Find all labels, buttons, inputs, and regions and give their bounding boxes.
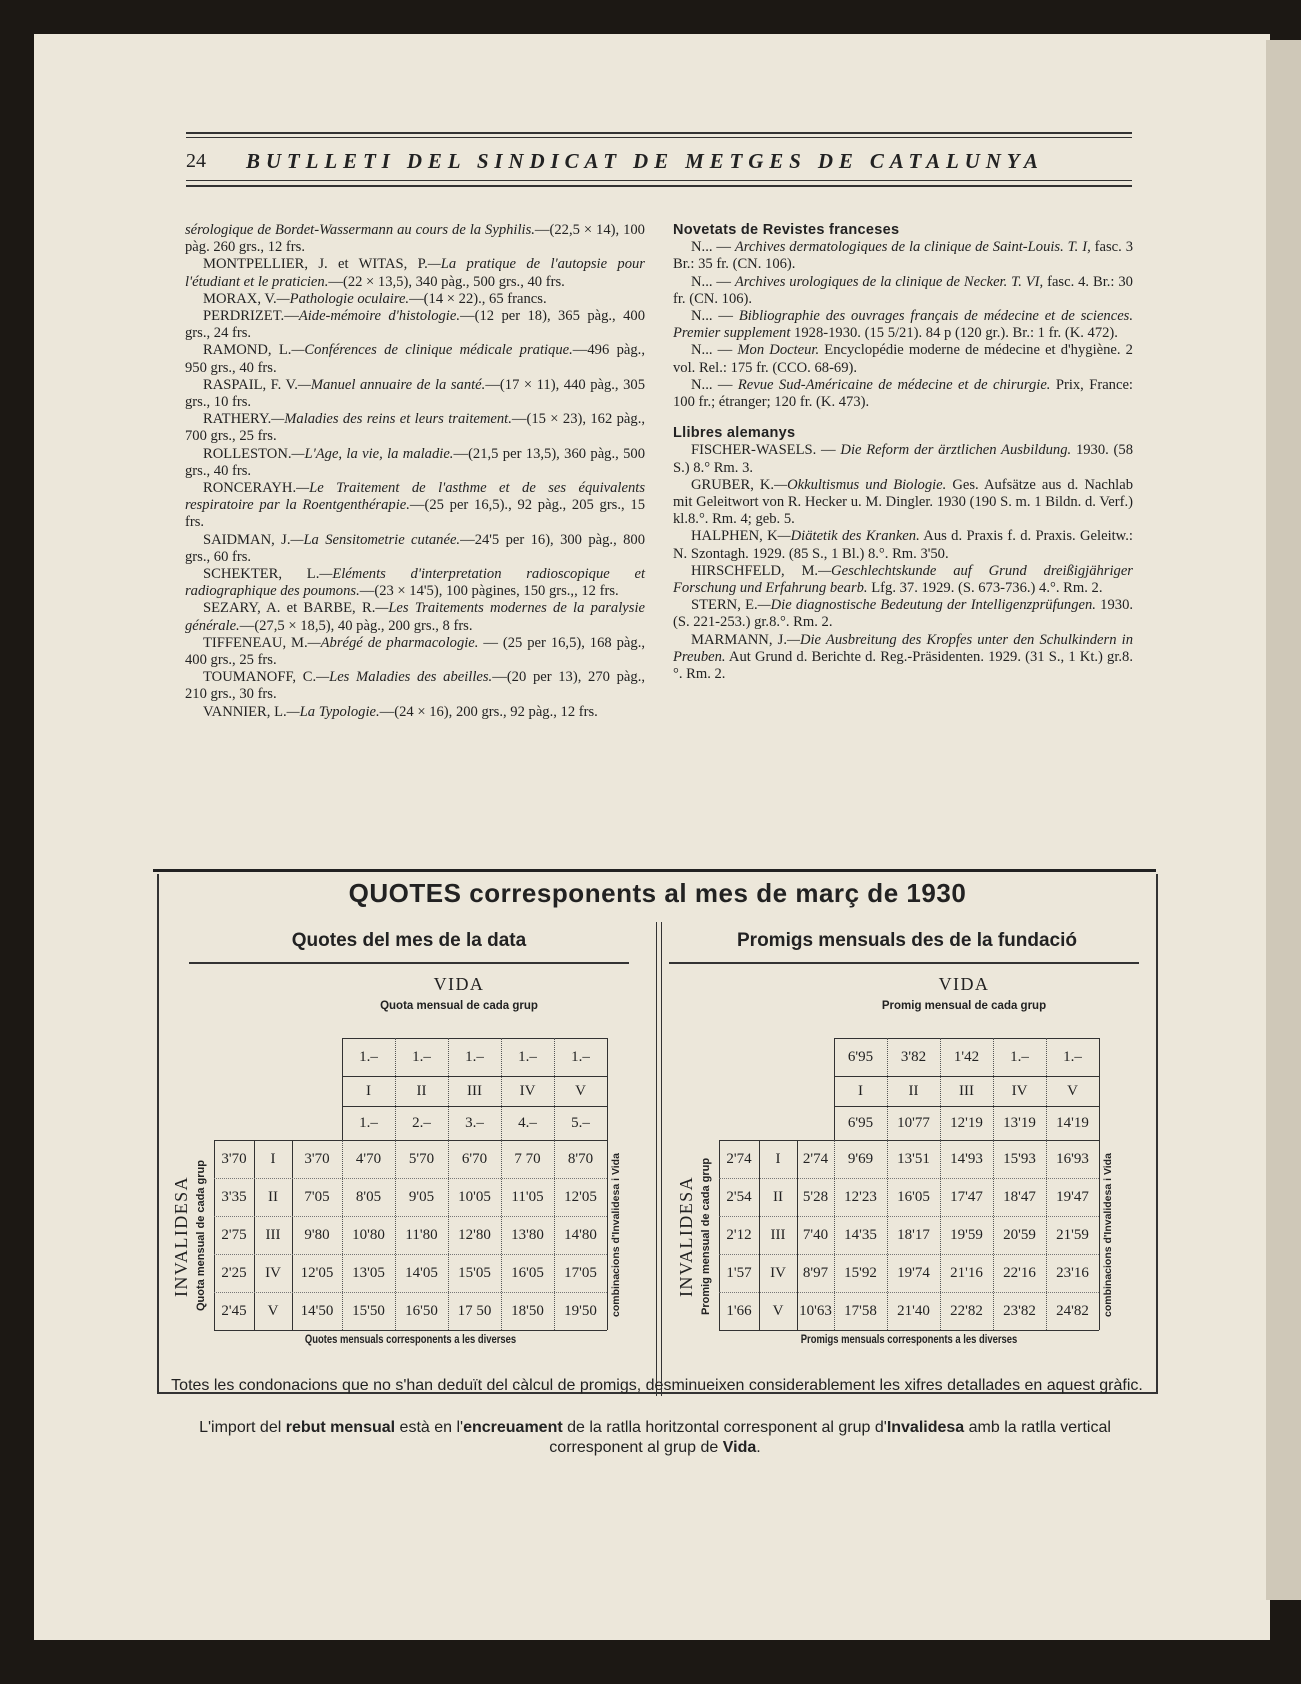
bottom-note: Quotes mensuals corresponents a les diverses (304, 1334, 517, 1346)
bibliography-entry (673, 377, 1133, 411)
grid-line (448, 1038, 449, 1140)
bibliography-entry (185, 566, 645, 600)
entry-author: SCHEKTER, L. (203, 566, 320, 583)
bibliography-entry (185, 532, 645, 566)
german-books-list (673, 442, 1133, 683)
combination-cell: 21'40 (897, 1302, 930, 1319)
vida-cumulative-cell: 13'19 (1003, 1114, 1036, 1131)
combination-cell: 8'05 (355, 1188, 382, 1205)
combination-cell: 14'50 (300, 1302, 334, 1319)
combination-cell: 15'50 (352, 1302, 385, 1319)
bibliography-entry (185, 411, 645, 445)
entry-details: Ges. Aufsätze aus d. Nachlab mit Geleitwort von R. Hecker u. M. Dingler. 1930 (190 S. m. 1 Bildn. d. Verf.) kl.8.°. Rm. 4; geb. 5. (673, 476, 1133, 528)
vida-top-values-cell: 1.– (412, 1048, 431, 1065)
entry-author: N... — (691, 342, 738, 359)
header-rule-bottom (186, 180, 1132, 181)
entry-details: Aut Grund d. Berichte d. Reg.-Präsidenten. 1929. (31 S., 1 Kt.) gr.8.°. Rm. 2. (673, 648, 1133, 683)
entry-title: Aide-mémoire d'histologie. (298, 308, 460, 325)
combination-cell: 22'16 (1003, 1264, 1036, 1281)
entry-author: N... — (691, 273, 735, 290)
bibliography-entry (185, 377, 645, 411)
bibliography-entry (185, 635, 645, 669)
header-rule-top (186, 132, 1132, 134)
combination-cell: 22'82 (950, 1302, 983, 1319)
grid-line (342, 1038, 343, 1140)
combination-cell: 21'16 (950, 1264, 983, 1281)
invalidesa-value-cell: 3'70 (221, 1150, 247, 1167)
grid-line (607, 1038, 608, 1140)
entry-author: RATHERY. (203, 411, 272, 428)
bottom-note: Promigs mensuals corresponents a les diverses (800, 1334, 1018, 1346)
grid-line (1046, 1038, 1047, 1140)
note-text-part: amb la ratlla vertical corresponent al grup de (549, 1419, 1111, 1456)
entry-details: 1930. (58 S.) 8.° Rm. 3. (673, 442, 1134, 476)
entry-title: Revue Sud-Américaine de médecine et de chirurgie. (737, 376, 1051, 393)
vida-top-values-cell: 1.– (518, 1048, 537, 1065)
invalidesa-value-cell: 3'35 (221, 1188, 247, 1205)
vida-cumulative-cell: 4.– (518, 1114, 537, 1131)
combination-cell: 11'05 (511, 1188, 544, 1205)
grid-line (940, 1038, 941, 1140)
combination-cell: 15'93 (1003, 1150, 1036, 1167)
combination-cell: 12'80 (458, 1226, 491, 1243)
journal-title: BUTLLETI DEL SINDICAT DE METGES DE CATALUNYA (246, 148, 1044, 173)
note-text-part: està en l' (395, 1419, 464, 1436)
vida-cumulative-cell: 2.– (412, 1114, 431, 1131)
entry-title: —La pratique de l'autopsie pour l'étudiant et le praticien. (185, 256, 645, 290)
combination-cell: 10'80 (352, 1226, 385, 1243)
combination-cell: 16'05 (897, 1188, 930, 1205)
vida-groups-cell: II (908, 1082, 919, 1099)
note-text-part: de la ratlla horitzontal corresponent al grup d' (562, 1419, 887, 1436)
combination-cell: 12'05 (300, 1264, 334, 1281)
combination-cell: 7 70 (514, 1150, 541, 1167)
vida-top-values-cell: 1.– (1063, 1048, 1082, 1065)
combination-cell: 13'80 (511, 1226, 544, 1243)
bibliography-entry (185, 256, 645, 290)
bibliography-entry (673, 477, 1133, 529)
combination-cell: 9'05 (408, 1188, 435, 1205)
adjacent-page-edge (1266, 40, 1301, 1600)
entry-author: RONCERAYH. (203, 480, 297, 497)
vida-groups-cell: III (959, 1082, 974, 1099)
invalidesa-group-cell: III (770, 1226, 786, 1243)
entry-title: —Maladies des reins et leurs traitement. (271, 411, 512, 428)
combination-cell: 21'59 (1056, 1226, 1089, 1243)
entry-details: 1930. (S. 221-253.) gr.8.°. Rm. 2. (673, 597, 1134, 631)
left-subtitle: Quotes del mes de la data (291, 930, 527, 951)
right-subtitle: Promigs mensuals des de la fundació (737, 930, 1077, 951)
combination-cell: 9'80 (304, 1226, 330, 1243)
entry-author: VANNIER, L. (203, 703, 287, 720)
entry-author: RASPAIL, F. V. (203, 376, 298, 393)
invalidesa-value-cell: 2'54 (726, 1188, 752, 1205)
bibliography-entry (185, 342, 645, 376)
invalidesa-value-cell: 2'25 (221, 1264, 247, 1281)
entry-title: —La Sensitometrie cutanée. (290, 531, 461, 548)
vida-cumulative-cell: 5.– (571, 1114, 590, 1131)
grid-line (501, 1038, 502, 1140)
entry-title: —Manuel annuaire de la santé. (297, 376, 486, 393)
combination-cell: 11'80 (405, 1226, 438, 1243)
bibliography-entry (673, 597, 1133, 631)
entry-details: —(24 × 16), 200 grs., 92 pàg., 12 frs. (379, 703, 598, 720)
bibliography-entry (673, 442, 1133, 476)
entry-title: —Les Maladies des abeilles. (316, 669, 493, 686)
grid-line (834, 1106, 1099, 1107)
combination-cell: 12'05 (564, 1188, 597, 1205)
entry-author: SEZARY, A. et BARBE, R. (203, 600, 376, 617)
grid-line (834, 1038, 835, 1140)
bibliography-entry (185, 600, 645, 634)
vida-cumulative-cell: 14'19 (1056, 1114, 1089, 1131)
bibliography-entry (185, 669, 645, 703)
invalidesa-group-cell: IV (770, 1264, 786, 1281)
combination-cell: 14'05 (405, 1264, 438, 1281)
vida-groups-cell: IV (1011, 1082, 1028, 1099)
combination-cell: 13'05 (352, 1264, 385, 1281)
entry-details: fasc. 3 Br.: 35 fr. (CN. 106). (673, 239, 1133, 273)
combination-cell: 18'17 (897, 1226, 930, 1243)
invalidesa-value-cell: 1'57 (726, 1264, 752, 1281)
entry-details: —(21,5 per 13,5), 360 pàg., 500 grs., 40 frs. (185, 445, 645, 479)
entry-author: MONTPELLIER, J. et WITAS, P. (203, 256, 428, 273)
entry-author: RAMOND, L. (203, 342, 292, 359)
entry-author: N... — (691, 239, 735, 256)
left-column-book-list (185, 222, 645, 721)
entry-details: — (25 per 16,5), 168 pàg., 400 grs., 25 frs. (185, 634, 645, 669)
grid-line (342, 1106, 607, 1107)
invalidesa-group-cell: I (775, 1150, 781, 1167)
combination-cell: 14'35 (844, 1226, 877, 1243)
bibliography-entry (673, 239, 1133, 273)
entry-details: —(14 × 22)., 65 francs. (409, 290, 547, 307)
vida-top-values-cell: 1.– (465, 1048, 484, 1065)
invalidesa-group-cell: II (268, 1188, 278, 1205)
invalidesa-group-cell: I (270, 1150, 276, 1167)
entry-details: —496 pàg., 950 grs., 40 frs. (185, 342, 645, 376)
combinations-label: combinacions d'Invalidesa i Vida (610, 1153, 622, 1317)
entry-details: 1928-1930. (15 5/21). 84 p (120 gr.). Br.: 1 fr. (K. 472). (790, 325, 1118, 342)
entry-details: fasc. 4. Br.: 30 fr. (CN. 106). (673, 273, 1133, 307)
vida-top-values-cell: 1'42 (953, 1048, 980, 1065)
note-text-part: . (756, 1439, 761, 1456)
entry-details: —(23 × 14'5), 100 pàgines, 150 grs.,, 12 frs. (359, 583, 619, 600)
vida-cumulative-cell: 10'77 (897, 1114, 930, 1131)
invalidesa-value-cell: 2'75 (221, 1226, 247, 1243)
entry-details: Aus d. Praxis f. d. Praxis. Geleitw.: N. Szontagh. 1929. (85 S., 1 Bl.) 8.°. Rm. 3'50. (673, 528, 1133, 562)
entry-author: ROLLESTON. (203, 445, 292, 462)
combination-cell: 20'59 (1003, 1226, 1036, 1243)
entry-details: —24'5 per 16), 300 pàg., 800 grs., 60 frs. (185, 531, 645, 565)
combination-cell: 7'40 (802, 1226, 829, 1243)
entry-title: —L'Age, la vie, la maladie. (291, 445, 454, 462)
vida-top-values-cell: 6'95 (847, 1048, 874, 1065)
bibliography-entry (673, 563, 1133, 597)
invalidesa-value-cell: 2'74 (726, 1150, 752, 1167)
grid-line (607, 1140, 608, 1330)
grid-line (993, 1038, 994, 1140)
invalidesa-sublabel: Promig mensual de cada grup (700, 1157, 712, 1315)
entry-author: SAIDMAN, J. (203, 531, 291, 548)
entry-title: —Pathologie oculaire. (276, 290, 410, 307)
combination-cell: 10'05 (458, 1188, 491, 1205)
entry-author: HALPHEN, K (691, 528, 778, 545)
combination-cell: 7'05 (304, 1188, 330, 1205)
combination-cell: 4'70 (355, 1150, 382, 1167)
grid-line (1099, 1140, 1100, 1330)
combination-cell: 14'93 (950, 1150, 983, 1167)
header-rule-bottom-2 (186, 185, 1132, 187)
entry-details: Lfg. 37. 1929. (S. 673-736.) 4.°. Rm. 2. (867, 580, 1103, 597)
combination-cell: 5'70 (408, 1150, 435, 1167)
combination-cell: 6'70 (461, 1150, 488, 1167)
invalidesa-label: INVALIDESA (676, 1175, 696, 1297)
bibliography-entry (673, 528, 1133, 562)
combination-cell: 17'47 (950, 1188, 983, 1205)
entry-title: —Geschlechtskunde auf Grund dreißigjähriger Forschung und Erfahrung bearb. (673, 562, 1133, 597)
note-import-rebut (165, 1418, 1145, 1458)
vida-cumulative-cell: 6'95 (847, 1114, 874, 1131)
entry-title: —Le Traitement de l'asthme et de ses équivalents respiratoire par la Roentgenthérapie. (185, 480, 645, 514)
bibliography-entry (185, 308, 645, 342)
vida-top-values-cell: 1.– (571, 1048, 590, 1065)
combination-cell: 8'97 (802, 1264, 829, 1281)
combination-cell: 16'50 (405, 1302, 438, 1319)
bibliography-entry (673, 342, 1133, 376)
combination-cell: 15'05 (458, 1264, 491, 1281)
entry-title: —Les Traitements modernes de la paralysie générale. (185, 600, 645, 634)
grid-line (834, 1076, 1099, 1077)
combination-cell: 23'16 (1056, 1264, 1089, 1281)
right-column (673, 222, 1133, 683)
running-header (186, 145, 1132, 177)
grid-line (719, 1330, 1099, 1331)
invalidesa-group-cell: IV (265, 1264, 281, 1281)
entry-details: —(22 × 13,5), 340 pàg., 500 grs., 40 frs. (328, 273, 565, 290)
section-title-german-books: Llibres alemanys (673, 425, 796, 442)
combination-cell: 12'23 (844, 1188, 877, 1205)
entry-author: GRUBER, K. (691, 476, 775, 493)
bibliography-entry (185, 704, 645, 721)
note-text-part: Invalidesa (886, 1419, 965, 1436)
section-title-french-journals: Novetats de Revistes franceses (673, 222, 900, 238)
bibliography-entry (673, 308, 1133, 342)
note-condonacions: Totes les condonacions que no s'han deduït del càlcul de promigs, desminueixen considerablement les xifres detallades en aquest gràfic. (171, 1377, 1143, 1394)
entry-title: —Okkultismus und Biologie. (774, 476, 947, 493)
combination-cell: 15'92 (844, 1264, 877, 1281)
entry-author: N... — (691, 376, 738, 393)
entry-title: Bibliographie des ouvrages français de médecine et de sciences. Premier supplement (673, 308, 1133, 342)
vida-sublabel: Promig mensual de cada grup (881, 1000, 1047, 1012)
combination-cell: 18'47 (1003, 1188, 1036, 1205)
entry-title: Archives dermatologiques de la clinique de Saint-Louis. T. I, (734, 239, 1091, 256)
entry-details: —(25 per 16,5)., 92 pàg., 205 grs., 15 frs. (185, 497, 645, 531)
bibliography-entry (185, 446, 645, 480)
quotes-top-rule (153, 869, 1156, 872)
entry-author: TIFFENEAU, M. (203, 634, 308, 651)
grid-line (342, 1076, 607, 1077)
entry-title: sérologique de Bordet-Wassermann au cours de la Syphilis. (185, 222, 535, 238)
vida-cumulative-cell: 3.– (465, 1114, 484, 1131)
grid-line (554, 1038, 555, 1140)
vida-top-values-cell: 3'82 (900, 1048, 927, 1065)
entry-title: —Conférences de clinique médicale pratique. (291, 342, 573, 359)
quotes-divider (656, 922, 662, 1396)
entry-title: —Die Ausbreitung des Kropfes unter den Schulkindern in Preuben. (673, 631, 1133, 665)
entry-title: —Abrégé de pharmacologie. (307, 634, 479, 651)
vida-groups-cell: II (416, 1082, 427, 1099)
entry-author: STERN, E. (691, 597, 758, 614)
combination-cell: 19'50 (564, 1302, 597, 1319)
vida-groups-cell: I (366, 1082, 371, 1099)
combination-cell: 24'82 (1056, 1302, 1089, 1319)
entry-details: —(12 per 18), 365 pàg., 400 grs., 24 frs. (185, 308, 645, 342)
combination-cell: 18'50 (511, 1302, 544, 1319)
combination-cell: 17'05 (564, 1264, 597, 1281)
entry-details: Encyclopédie moderne de médecine et d'hygiène. 2 vol. Rel.: 175 fr. (CCO. 68-69). (673, 342, 1133, 376)
entry-title: —Eléments d'interpretation radioscopique et radiographique des poumons. (185, 566, 646, 600)
entry-author: MORAX, V. (203, 290, 277, 307)
entry-author: PERDRIZET.— (203, 308, 299, 325)
note-text-part: L'import del (199, 1419, 286, 1436)
combination-cell: 3'70 (304, 1150, 330, 1167)
invalidesa-label: INVALIDESA (171, 1175, 191, 1297)
bibliography-entry (673, 632, 1133, 684)
entry-details: —(20 per 13), 270 pàg., 210 grs., 30 frs. (185, 669, 645, 703)
invalidesa-sublabel: Quota mensual de cada grup (195, 1160, 207, 1312)
invalidesa-value-cell: 2'45 (221, 1302, 247, 1319)
note-text-part: Vida (722, 1439, 757, 1456)
note-text-part: encreuament (463, 1419, 563, 1436)
vida-groups-cell: IV (519, 1082, 536, 1099)
entry-details: —(22,5 × 14), 100 pàg. 260 grs., 12 frs. (185, 222, 645, 256)
bibliography-entry (185, 291, 645, 308)
entry-author: FISCHER-WASELS. — (691, 442, 841, 459)
vida-groups-cell: I (858, 1082, 863, 1099)
entry-details: Prix, France: 100 fr.; étranger; 120 fr. (K. 473). (673, 376, 1133, 411)
grid-line (395, 1038, 396, 1140)
left-subtitle-rule (189, 962, 629, 964)
invalidesa-group-cell: III (265, 1226, 281, 1243)
entry-title: —La Typologie. (286, 703, 380, 720)
vida-cumulative-cell: 12'19 (950, 1114, 983, 1131)
entry-author: N... — (691, 308, 739, 325)
entry-title: Mon Docteur. (737, 342, 820, 359)
note-text-part: rebut mensual (285, 1419, 396, 1436)
vida-groups-cell: III (467, 1082, 482, 1099)
grid-line (887, 1038, 888, 1140)
combinations-label: combinacions d'Invalidesa i Vida (1102, 1153, 1114, 1317)
entry-details: —(27,5 × 18,5), 40 pàg., 200 grs., 8 frs. (239, 617, 473, 634)
vida-label: VIDA (938, 974, 990, 994)
combination-cell: 8'70 (567, 1150, 594, 1167)
vida-sublabel: Quota mensual de cada grup (380, 1000, 538, 1012)
combination-cell: 13'51 (897, 1150, 930, 1167)
grid-line (214, 1330, 607, 1331)
entry-author: HIRSCHFELD, M. (691, 562, 819, 579)
combination-cell: 17'58 (844, 1302, 877, 1319)
invalidesa-value-cell: 2'12 (726, 1226, 752, 1243)
entry-title: Die Reform der ärztlichen Ausbildung. (840, 442, 1072, 459)
header-rule-top-2 (186, 137, 1132, 138)
combination-cell: 17 50 (457, 1302, 492, 1319)
combination-cell: 10'63 (799, 1302, 832, 1319)
right-subtitle-rule (669, 962, 1139, 964)
grid-line (1099, 1038, 1100, 1140)
invalidesa-group-cell: II (773, 1188, 783, 1205)
vida-groups-cell: V (1067, 1082, 1078, 1099)
entry-title: Archives urologiques de la clinique de Necker. T. VI, (734, 273, 1044, 290)
invalidesa-value-cell: 1'66 (726, 1302, 752, 1319)
bibliography-entry (185, 480, 645, 532)
grid-line (342, 1038, 607, 1039)
combination-cell: 2'74 (802, 1150, 829, 1167)
grid-line (834, 1038, 1099, 1039)
entry-title: —Die diagnostische Bedeutung der Intelligenzprüfungen. (757, 597, 1096, 614)
entry-title: —Diätetik des Kranken. (777, 528, 920, 545)
invalidesa-group-cell: V (772, 1302, 784, 1319)
entry-author: TOUMANOFF, C. (203, 669, 317, 686)
page-number: 24 (186, 149, 206, 172)
vida-top-values-cell: 1.– (1010, 1048, 1029, 1065)
combination-cell: 9'69 (847, 1150, 874, 1167)
combination-cell: 19'47 (1056, 1188, 1089, 1205)
combination-cell: 16'93 (1056, 1150, 1089, 1167)
combination-cell: 19'74 (897, 1264, 930, 1281)
bibliography-entry (673, 274, 1133, 308)
bibliography-entry (185, 222, 645, 256)
combination-cell: 5'28 (802, 1188, 829, 1205)
combination-cell: 19'59 (950, 1226, 983, 1243)
quotes-title: QUOTES corresponents al mes de març de 1930 (348, 878, 967, 908)
vida-top-values-cell: 1.– (359, 1048, 378, 1065)
french-journals-list (673, 239, 1133, 411)
vida-cumulative-cell: 1.– (359, 1114, 378, 1131)
combination-cell: 14'80 (564, 1226, 597, 1243)
combination-cell: 16'05 (511, 1264, 544, 1281)
entry-details: —(15 × 23), 162 pàg., 700 grs., 25 frs. (185, 411, 646, 445)
vida-label: VIDA (433, 974, 485, 994)
quotes-box (157, 874, 1158, 1394)
combination-cell: 23'82 (1003, 1302, 1036, 1319)
invalidesa-group-cell: V (267, 1302, 279, 1319)
entry-details: —(17 × 11), 440 pàg., 305 grs., 10 frs. (185, 376, 646, 411)
vida-groups-cell: V (575, 1082, 586, 1099)
entry-author: MARMANN, J. (691, 631, 787, 648)
